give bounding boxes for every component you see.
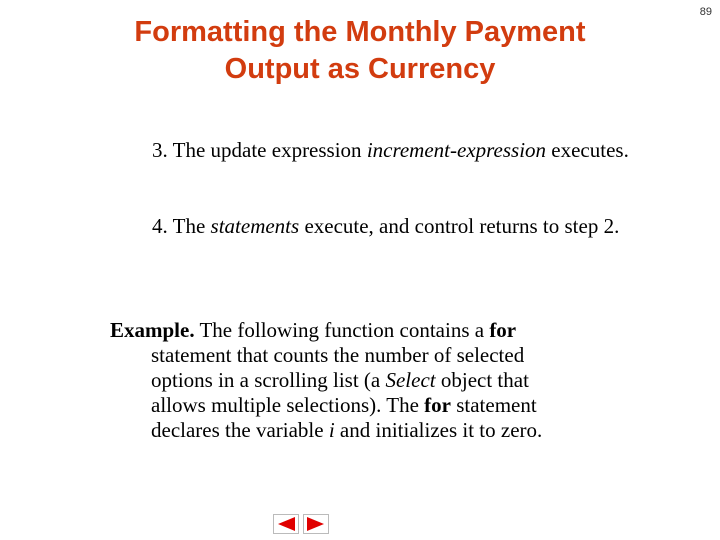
slide-navigation: [273, 514, 329, 534]
slide-title: [60, 14, 660, 88]
example-for-keyword-1: for: [489, 318, 517, 342]
example-line-5-a: declares the variable: [151, 418, 329, 442]
example-line-3-b: object that: [435, 368, 529, 392]
arrow-left-icon: [275, 516, 297, 532]
example-line-4-a: allows multiple selections). The: [151, 393, 425, 417]
example-line-1: [110, 318, 630, 343]
step-3-italic-term: increment-expression: [366, 138, 547, 162]
example-select-term: Select: [385, 368, 436, 392]
step-3-prefix: 3. The update expression: [152, 138, 367, 162]
page-number: 89: [699, 6, 712, 18]
example-variable-i: i: [328, 418, 335, 442]
example-line-5: [110, 418, 630, 443]
step-4-suffix: execute, and control returns to step 2.: [299, 214, 620, 238]
step-4-prefix: 4. The: [152, 214, 211, 238]
slide-title-line-2: Output as Currency: [224, 53, 496, 85]
previous-slide-button[interactable]: [273, 514, 299, 534]
example-line-3-a: options in a scrolling list (a: [151, 368, 386, 392]
example-paragraph: [110, 318, 630, 443]
step-4-italic-term: statements: [210, 214, 300, 238]
example-line-2: statement that counts the number of selected: [151, 343, 525, 367]
example-for-keyword-2: for: [424, 393, 451, 417]
step-4-paragraph: [152, 214, 642, 239]
example-line-4-b: statement: [450, 393, 537, 417]
example-line-1-text: The following function contains a: [194, 318, 490, 342]
arrow-right-icon: [305, 516, 327, 532]
example-line-4: [110, 393, 630, 418]
example-label: Example.: [110, 318, 195, 342]
example-line-3: [110, 368, 630, 393]
next-slide-button[interactable]: [303, 514, 329, 534]
step-3-paragraph: [152, 138, 642, 163]
step-3-suffix: executes.: [546, 138, 629, 162]
example-line-5-b: and initializes it to zero.: [334, 418, 543, 442]
slide-title-line-1: Formatting the Monthly Payment: [134, 16, 586, 48]
